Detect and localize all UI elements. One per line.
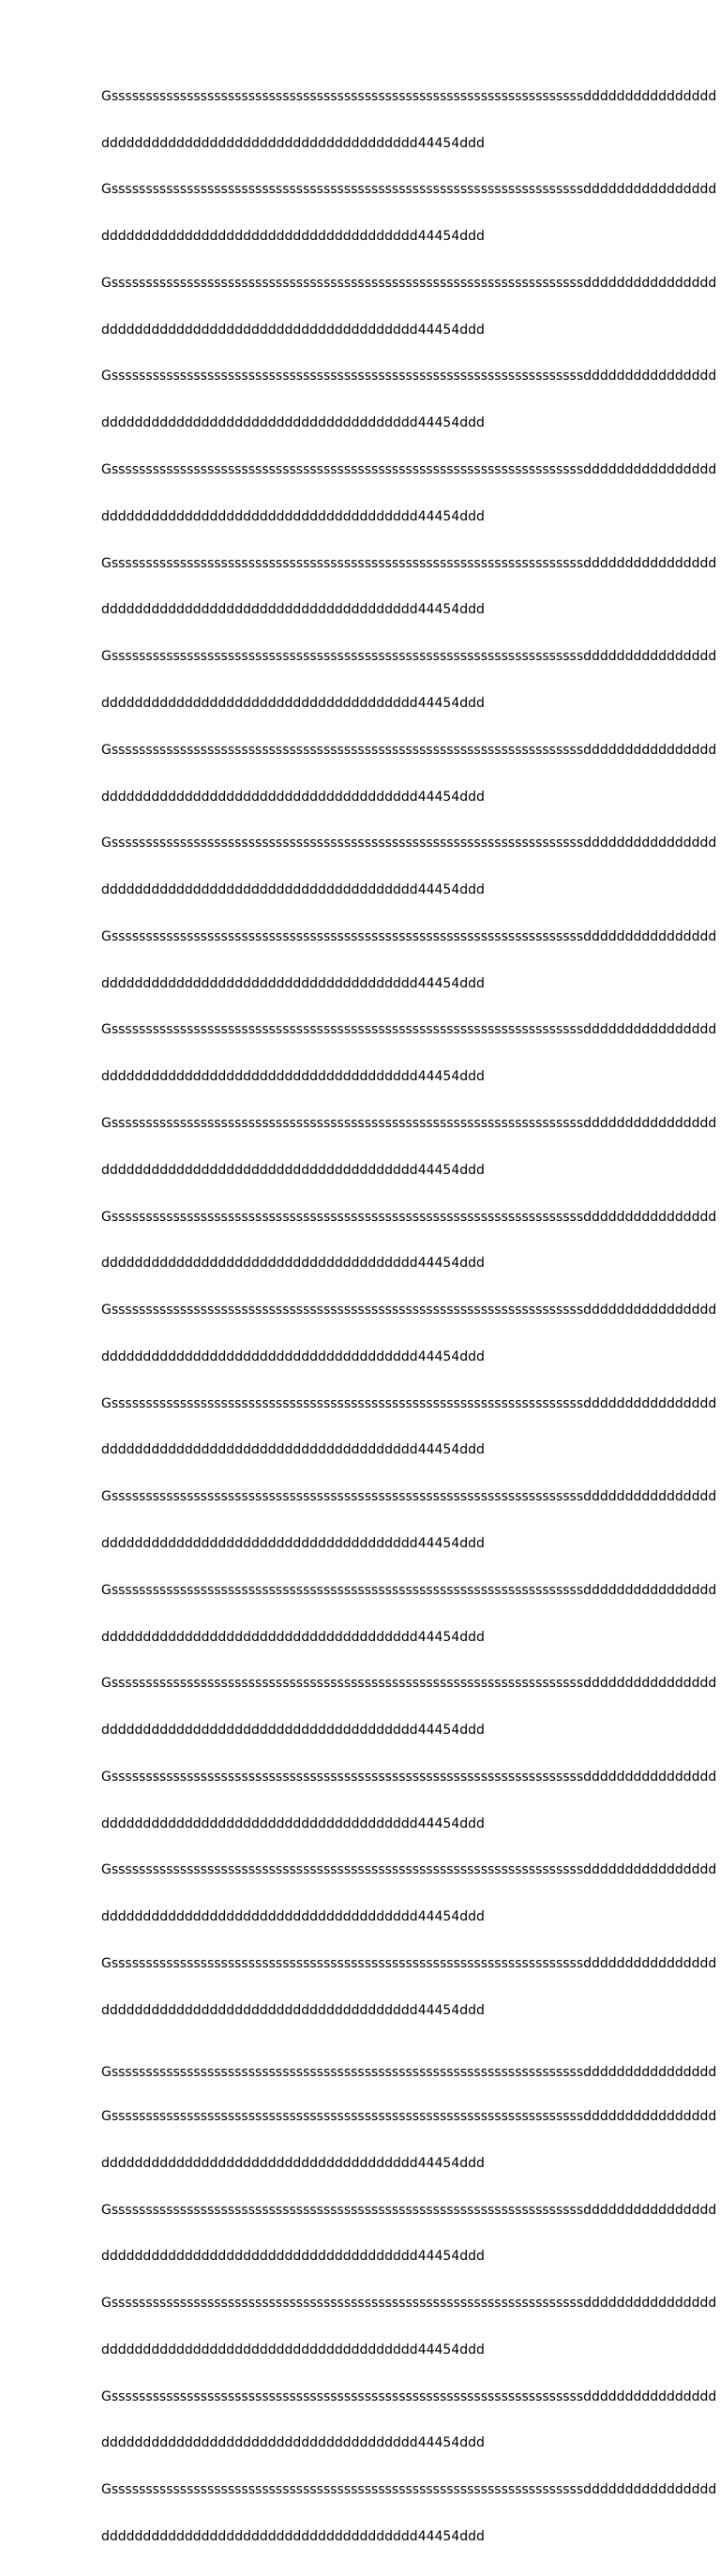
text-line: Gsssssssssssssssssssssssssssssssssssssssssssssssssssssssssssssssssssssdddddddddddddddd xyxy=(101,1862,717,1878)
text-block xyxy=(101,42,716,2576)
text-line: dddddddddddddddddddddddddddddddddddddd44454ddd xyxy=(101,975,485,991)
text-line: dddddddddddddddddddddddddddddddddddddd44454ddd xyxy=(101,1723,485,1739)
text-line: dddddddddddddddddddddddddddddddddddddd44454ddd xyxy=(101,2002,485,2018)
text-line: Gsssssssssssssssssssssssssssssssssssssssssssssssssssssssssssssssssssssdddddddddddddddd xyxy=(101,1582,717,1598)
text-line: dddddddddddddddddddddddddddddddddddddd44454ddd xyxy=(101,695,485,711)
text-line: Gsssssssssssssssssssssssssssssssssssssssssssssssssssssssssssssssssssssdddddddddddddddd xyxy=(101,1115,717,1131)
text-line: dddddddddddddddddddddddddddddddddddddd44454ddd xyxy=(101,1348,485,1364)
text-line: Gsssssssssssssssssssssssssssssssssssssssssssssssssssssssssssssssssssssdddddddddddddddd xyxy=(101,836,717,851)
text-line: Gsssssssssssssssssssssssssssssssssssssssssssssssssssssssssssssssssssssdddddddddddddddd xyxy=(101,1676,717,1692)
text-line: dddddddddddddddddddddddddddddddddddddd44454ddd xyxy=(101,1629,485,1645)
text-line: Gsssssssssssssssssssssssssssssssssssssssssssssssssssssssssssssssssssssdddddddddddddddd xyxy=(101,742,717,758)
text-line: Gsssssssssssssssssssssssssssssssssssssssssssssssssssssssssssssssssssssdddddddddddddddd xyxy=(101,928,717,944)
text-line: Gsssssssssssssssssssssssssssssssssssssssssssssssssssssssssssssssssssssdddddddddddddddd xyxy=(101,1956,717,1972)
text-line: dddddddddddddddddddddddddddddddddddddd44454ddd xyxy=(101,1442,485,1458)
text-line: Gsssssssssssssssssssssssssssssssssssssssssssssssssssssssssssssssssssssdddddddddddddddd xyxy=(101,1303,717,1318)
text-line: Gsssssssssssssssssssssssssssssssssssssssssssssssssssssssssssssssssssssdddddddddddddddd xyxy=(101,275,717,291)
text-line: Gsssssssssssssssssssssssssssssssssssssssssssssssssssssssssssssssssssssdddddddddddddddd xyxy=(101,462,717,478)
text-line: dddddddddddddddddddddddddddddddddddddd44454ddd xyxy=(101,2529,485,2544)
text-line: Gsssssssssssssssssssssssssssssssssssssssssssssssssssssssssssssssssssssdddddddddddddddd xyxy=(101,2065,717,2081)
text-line: Gsssssssssssssssssssssssssssssssssssssssssssssssssssssssssssssssssssssdddddddddddddddd xyxy=(101,88,717,104)
text-line: Gsssssssssssssssssssssssssssssssssssssssssssssssssssssssssssssssssssssdddddddddddddddd xyxy=(101,1769,717,1785)
text-line: dddddddddddddddddddddddddddddddddddddd44454ddd xyxy=(101,602,485,618)
text-line: Gsssssssssssssssssssssssssssssssssssssssssssssssssssssssssssssssssssssdddddddddddddddd xyxy=(101,369,717,384)
text-line: Gsssssssssssssssssssssssssssssssssssssssssssssssssssssssssssssssssssssdddddddddddddddd xyxy=(101,1022,717,1038)
text-line: dddddddddddddddddddddddddddddddddddddd44454ddd xyxy=(101,322,485,338)
text-line: Gsssssssssssssssssssssssssssssssssssssssssssssssssssssssssssssssssssssdddddddddddddddd xyxy=(101,1209,717,1225)
text-line: dddddddddddddddddddddddddddddddddddddd44454ddd xyxy=(101,135,485,151)
text-line: dddddddddddddddddddddddddddddddddddddd44454ddd xyxy=(101,789,485,805)
text-line: Gsssssssssssssssssssssssssssssssssssssssssssssssssssssssssssssssssssssdddddddddddddddd xyxy=(101,2296,717,2312)
text-line: dddddddddddddddddddddddddddddddddddddd44454ddd xyxy=(101,2249,485,2265)
text-line: dddddddddddddddddddddddddddddddddddddd44454ddd xyxy=(101,2155,485,2171)
text-line: dddddddddddddddddddddddddddddddddddddd44454ddd xyxy=(101,1069,485,1085)
text-line: dddddddddddddddddddddddddddddddddddddd44454ddd xyxy=(101,1162,485,1178)
text-line: Gsssssssssssssssssssssssssssssssssssssssssssssssssssssssssssssssssssssdddddddddddddddd xyxy=(101,555,717,571)
text-line: dddddddddddddddddddddddddddddddddddddd44454ddd xyxy=(101,415,485,431)
text-line: Gsssssssssssssssssssssssssssssssssssssssssssssssssssssssssssssssssssssdddddddddddddddd xyxy=(101,649,717,665)
text-line: Gsssssssssssssssssssssssssssssssssssssssssssssssssssssssssssssssssssssdddddddddddddddd xyxy=(101,2108,717,2124)
text-line: dddddddddddddddddddddddddddddddddddddd44454ddd xyxy=(101,2435,485,2451)
text-line: dddddddddddddddddddddddddddddddddddddd44454ddd xyxy=(101,1815,485,1831)
text-line: Gsssssssssssssssssssssssssssssssssssssssssssssssssssssssssssssssssssssdddddddddddddddd xyxy=(101,2482,717,2498)
text-line: dddddddddddddddddddddddddddddddddddddd44454ddd xyxy=(101,229,485,245)
text-line: dddddddddddddddddddddddddddddddddddddd44454ddd xyxy=(101,1256,485,1272)
text-line: dddddddddddddddddddddddddddddddddddddd44454ddd xyxy=(101,882,485,898)
text-line: Gsssssssssssssssssssssssssssssssssssssssssssssssssssssssssssssssssssssdddddddddddddddd xyxy=(101,1395,717,1411)
text-line: Gsssssssssssssssssssssssssssssssssssssssssssssssssssssssssssssssssssssdddddddddddddddd xyxy=(101,182,717,198)
text-line: Gsssssssssssssssssssssssssssssssssssssssssssssssssssssssssssssssssssssdddddddddddddddd xyxy=(101,1489,717,1505)
text-line: Gsssssssssssssssssssssssssssssssssssssssssssssssssssssssssssssssssssssdddddddddddddddd xyxy=(101,2388,717,2404)
text-line: dddddddddddddddddddddddddddddddddddddd44454ddd xyxy=(101,508,485,524)
text-line: dddddddddddddddddddddddddddddddddddddd44454ddd xyxy=(101,1909,485,1925)
text-line: dddddddddddddddddddddddddddddddddddddd44454ddd xyxy=(101,2342,485,2358)
text-line: Gsssssssssssssssssssssssssssssssssssssssssssssssssssssssssssssssssssssdddddddddddddddd xyxy=(101,2202,717,2218)
text-line: dddddddddddddddddddddddddddddddddddddd44454ddd xyxy=(101,1536,485,1551)
